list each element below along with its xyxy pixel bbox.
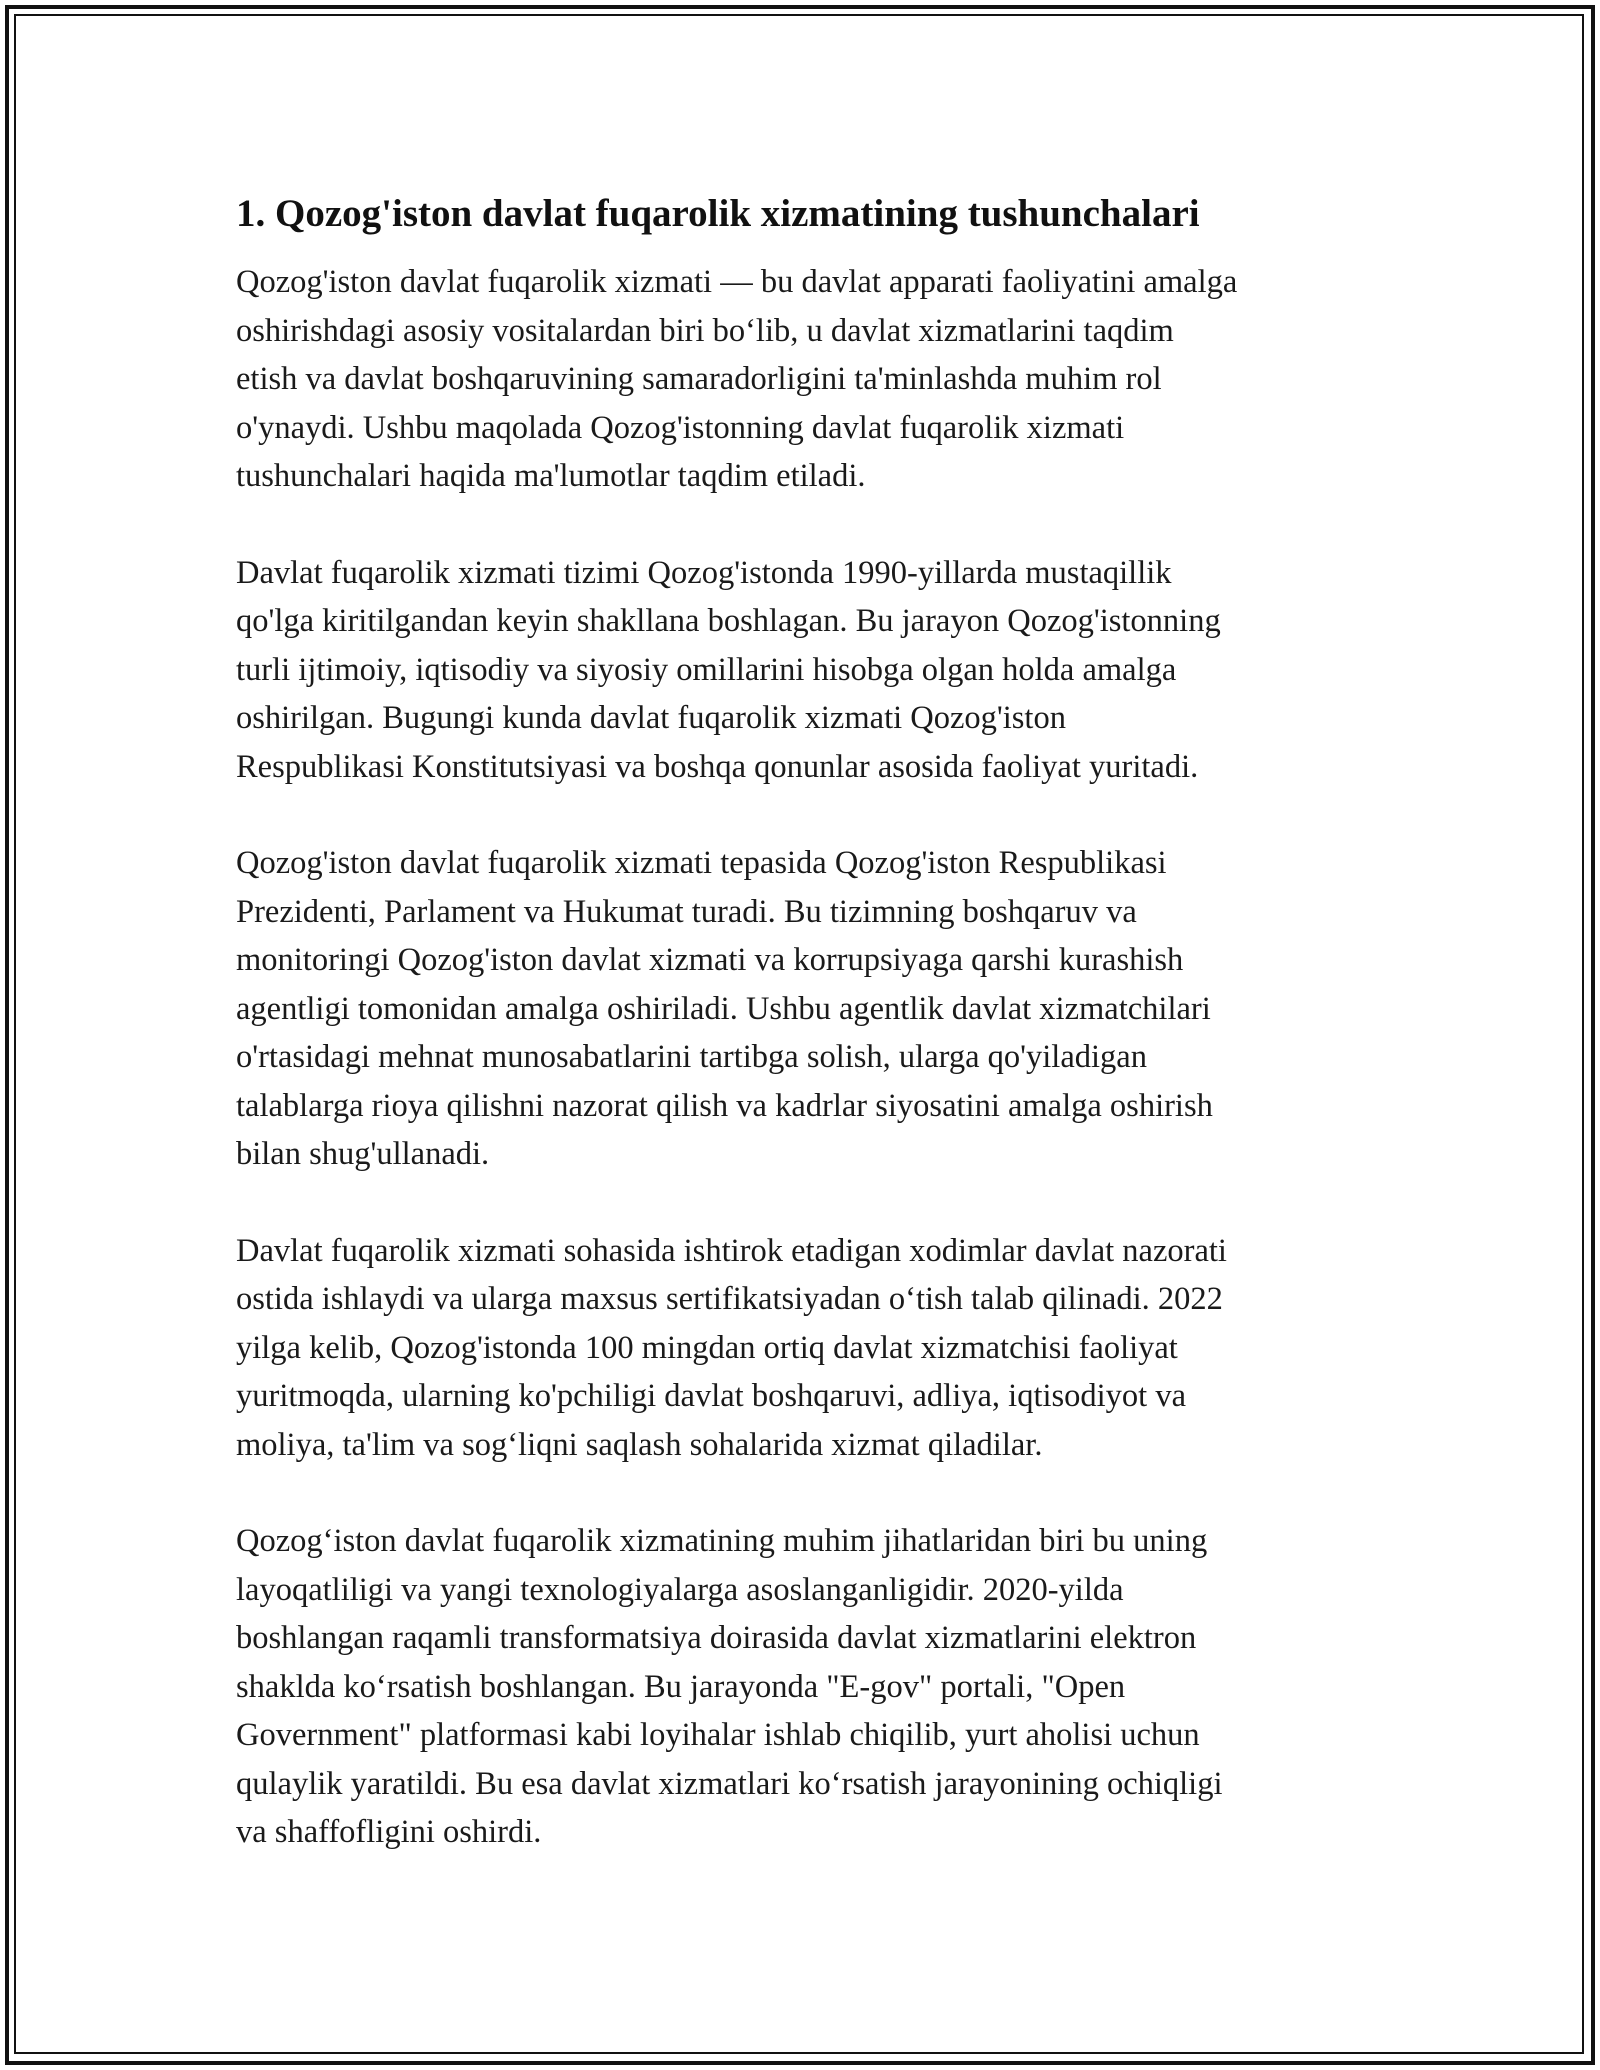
text-line: Qozog'iston davlat fuqarolik xizmati tepasida Qozog'iston Respublikasi — [236, 845, 1167, 881]
text-line: Qozog'iston davlat fuqarolik xizmati — bu davlat apparati faoliyatini amalga — [236, 264, 1238, 300]
paragraph-2 — [236, 549, 1366, 792]
paragraph-1 — [236, 258, 1366, 501]
text-line: o'rtasidagi mehnat munosabatlarini tartibga solish, ularga qo'yiladigan — [236, 1039, 1147, 1075]
text-line: Respublikasi Konstitutsiyasi va boshqa qonunlar asosida faoliyat yuritadi. — [236, 748, 1199, 785]
text-line: agentligi tomonidan amalga oshiriladi. Ushbu agentlik davlat xizmatchilari — [236, 990, 1211, 1027]
text-line: Davlat fuqarolik xizmati tizimi Qozog'istonda 1990-yillarda mustaqillik — [236, 554, 1172, 591]
paragraph-4 — [236, 1227, 1366, 1470]
text-line: turli ijtimoiy, iqtisodiy va siyosiy omillarini hisobga olgan holda amalga — [236, 651, 1177, 688]
text-line: Qozog‘iston davlat fuqarolik xizmatining muhim jihatlaridan biri bu uning — [236, 1523, 1208, 1559]
text-line: tushunchalari haqida ma'lumotlar taqdim etiladi. — [236, 458, 866, 494]
paragraph-3 — [236, 839, 1366, 1179]
text-line: monitoringi Qozog'iston davlat xizmati va korrupsiyaga qarshi kurashish — [236, 942, 1184, 978]
text-line: qulaylik yaratildi. Bu esa davlat xizmatlari ko‘rsatish jarayonining ochiqligi — [236, 1765, 1223, 1802]
text-line: oshirilgan. Bugungi kunda davlat fuqarolik xizmati Qozog'iston — [236, 700, 1066, 736]
text-line: Prezidenti, Parlament va Hukumat turadi. Bu tizimning boshqaruv va — [236, 893, 1137, 930]
text-line: moliya, ta'lim va sog‘liqni saqlash sohalarida xizmat qiladilar. — [236, 1426, 1043, 1463]
text-line: oshirishdagi asosiy vositalardan biri bo‘lib, u davlat xizmatlarini taqdim — [236, 312, 1174, 349]
text-line: shaklda ko‘rsatish boshlangan. Bu jarayonda "E-gov" portali, "Open — [236, 1668, 1126, 1705]
text-line: etish va davlat boshqaruvining samaradorligini ta'minlashda muhim rol — [236, 361, 1162, 397]
text-line: ostida ishlaydi va ularga maxsus sertifikatsiyadan o‘tish talab qilinadi. 2022 — [236, 1281, 1223, 1317]
text-line: layoqatliligi va yangi texnologiyalarga asoslanganligidir. 2020-yilda — [236, 1571, 1124, 1608]
text-line: talablarga rioya qilishni nazorat qilish va kadrlar siyosatini amalga oshirish — [236, 1087, 1213, 1124]
text-line: Davlat fuqarolik xizmati sohasida ishtirok etadigan xodimlar davlat nazorati — [236, 1232, 1227, 1269]
document-body — [236, 186, 1366, 1905]
text-line: bilan shug'ullanadi. — [236, 1136, 490, 1172]
text-line: boshlangan raqamli transformatsiya doirasida davlat xizmatlarini elektron — [236, 1620, 1197, 1656]
text-line: o'ynaydi. Ushbu maqolada Qozog'istonning davlat fuqarolik xizmati — [236, 409, 1125, 446]
paragraph-5 — [236, 1517, 1366, 1857]
section-heading: 1. Qozog'iston davlat fuqarolik xizmatining tushunchalari — [236, 192, 1200, 235]
text-line: qo'lga kiritilgandan keyin shakllana boshlagan. Bu jarayon Qozog'istonning — [236, 603, 1221, 639]
text-line: Government" platformasi kabi loyihalar ishlab chiqilib, yurt aholisi uchun — [236, 1717, 1200, 1753]
text-line: yilga kelib, Qozog'istonda 100 mingdan ortiq davlat xizmatchisi faoliyat — [236, 1329, 1178, 1366]
text-line: va shaffofligini oshirdi. — [236, 1814, 542, 1850]
text-line: yuritmoqda, ularning ko'pchiligi davlat boshqaruvi, adliya, iqtisodiyot va — [236, 1378, 1187, 1414]
